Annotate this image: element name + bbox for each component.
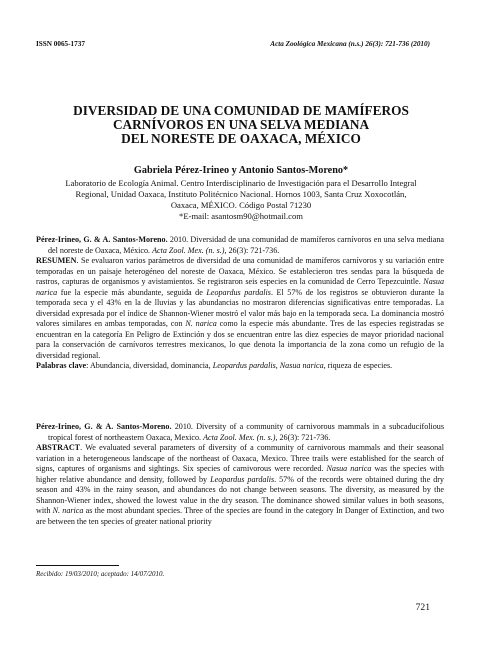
abstract-text: . 57% of the records were obtained during the dry season and 43% in the rainy season, and abundances do not change between seasons. The diversity, as measured by the Shannon-Wiener index, showed the lowest value in the dry season. The dominance showed similar values in both seasons, with: [36, 474, 444, 515]
citation-pages: 26(3): 721-736.: [277, 432, 331, 442]
species-name: Nasua narica: [36, 277, 444, 297]
abstract-text: was the species with higher relative abundance and density, followed by: [36, 464, 444, 484]
resumen-label: RESUMEN: [36, 256, 77, 265]
article-title: [36, 104, 446, 147]
author-surname: Santos-Moreno*: [276, 165, 349, 176]
title-line: DEL NORESTE DE OAXACA, MÉXICO: [121, 131, 361, 147]
species-name: Nasua narica: [279, 361, 324, 370]
species-name: Leopardus pardalis: [212, 361, 276, 370]
resumen-paragraph: [36, 256, 444, 361]
keywords-spanish: [36, 361, 444, 372]
keywords-text: : Abundancia, diversidad, dominancia,: [86, 361, 213, 370]
abstract-text: as the most abundant species. Three of the species are found in the category In Danger of Extinction, and two are between the ten species of greater national priority: [36, 506, 445, 526]
affiliation-line: Regional, Unidad Oaxaca, Instituto Politécnico Nacional. Hornos 1003, Santa Cruz Xoxocotlán,: [75, 189, 407, 199]
species-name: Leopardus pardalis: [210, 474, 275, 484]
affiliation: [50, 178, 432, 222]
spanish-section: [36, 235, 444, 372]
citation-journal: Acta Zool. Mex. (n. s.),: [152, 245, 227, 255]
author-connector: y Antonio: [229, 165, 277, 176]
species-name: Leopardus pardalis: [206, 287, 271, 297]
resumen-text: . El 57% de los registros se obtuvieron durante la temporada seca y el 43% en la de lluvias y las abundancias no mostraron diferencias significativas entre temporadas. La diversidad expresada por el índice de Shannon-Wiener mostró el valor más bajo en la temporada seca. La dominancia mostró valores similares en ambas temporadas, con: [36, 287, 444, 328]
citation-authors: Pérez-Irineo, G. & A. Santos-Moreno.: [36, 235, 168, 244]
title-line: DIVERSIDAD DE UNA COMUNIDAD DE MAMÍFEROS: [73, 103, 409, 118]
author-surname: Pérez-Irineo: [174, 165, 230, 176]
received-accepted-note: Recibido: 19/03/2010; aceptado: 14/07/2010.: [36, 570, 165, 578]
keywords-label: Palabras clave: [36, 361, 87, 370]
keywords-text: ,: [275, 361, 280, 370]
citation-text: 2010. Diversidad de una comunidad de mamíferos carnívoros en una selva mediana del noreste de Oaxaca, México.: [48, 235, 444, 255]
species-name: Nasua narica: [326, 464, 372, 473]
contact-email: *E-mail: asantosm90@hotmail.com: [179, 211, 303, 221]
page-number: 721: [415, 602, 430, 613]
citation-journal: Acta Zool. Mex. (n. s.),: [203, 432, 278, 442]
resumen-text: fue la especie más abundante, seguida de: [57, 287, 207, 297]
species-name: N. narica: [185, 319, 217, 328]
english-section: [36, 422, 444, 527]
citation-english: [36, 422, 444, 443]
citation-spanish: [36, 235, 444, 256]
title-line: CARNÍVOROS EN UNA SELVA MEDIANA: [112, 117, 370, 133]
affiliation-line: Laboratorio de Ecología Animal. Centro Interdisciplinario de Investigación para el Desarrollo Integral: [65, 178, 417, 188]
running-header: [36, 40, 430, 48]
footnote-divider: [36, 565, 119, 566]
resumen-text: como la especie más abundante. Tres de las especies registradas se encuentran en la categoría En Peligro de Extinción y dos se encuentran entre las diez especies de mayor prioridad nacional para la conservación de carnívoros terrestres mexicanos, lo que denota la importancia de la zona como un refugio de la diversidad regional.: [36, 319, 444, 360]
author-given-name: Gabriela: [133, 165, 175, 176]
journal-reference: Acta Zoológica Mexicana (n.s.) 26(3): 721-736 (2010): [270, 40, 430, 48]
author-line: [36, 165, 446, 176]
abstract-paragraph: [36, 443, 444, 527]
issn: ISSN 0065-1737: [36, 40, 85, 48]
abstract-label: ABSTRACT: [36, 443, 81, 452]
species-name: N. narica: [52, 506, 84, 515]
affiliation-line: Oaxaca, MÉXICO. Código Postal 71230: [170, 200, 312, 210]
citation-authors: Pérez-Irineo, G. & A. Santos-Moreno.: [36, 422, 172, 431]
keywords-text: , riqueza de especies.: [323, 361, 393, 370]
resumen-text: . Se evaluaron varios parámetros de diversidad de una comunidad de mamíferos carnívoros y su variación entre temporadas en un paisaje heterogéneo del noreste de Oaxaca, México. Se establecieron tres sendas para la búsqueda de rastros, capturas de organismos y avistamientos. Se registraron seis especies en la comunidad de Cerro Tepezcuintle.: [36, 256, 444, 286]
abstract-text: . We evaluated several parameters of diversity of a community of carnivorous mammals and their seasonal variation in a heterogeneous landscape of the northeast of Oaxaca, Mexico. Three trails were established for the search of signs, captures of organisms and sightings. Six species of carnivorous were recorded.: [36, 443, 444, 473]
citation-pages: 26(3): 721-736.: [226, 245, 280, 255]
citation-text: 2010. Diversity of a community of carnivorous mammals in a subcaducifolious tropical forest of northeastern Oaxaca, Mexico.: [48, 422, 444, 442]
